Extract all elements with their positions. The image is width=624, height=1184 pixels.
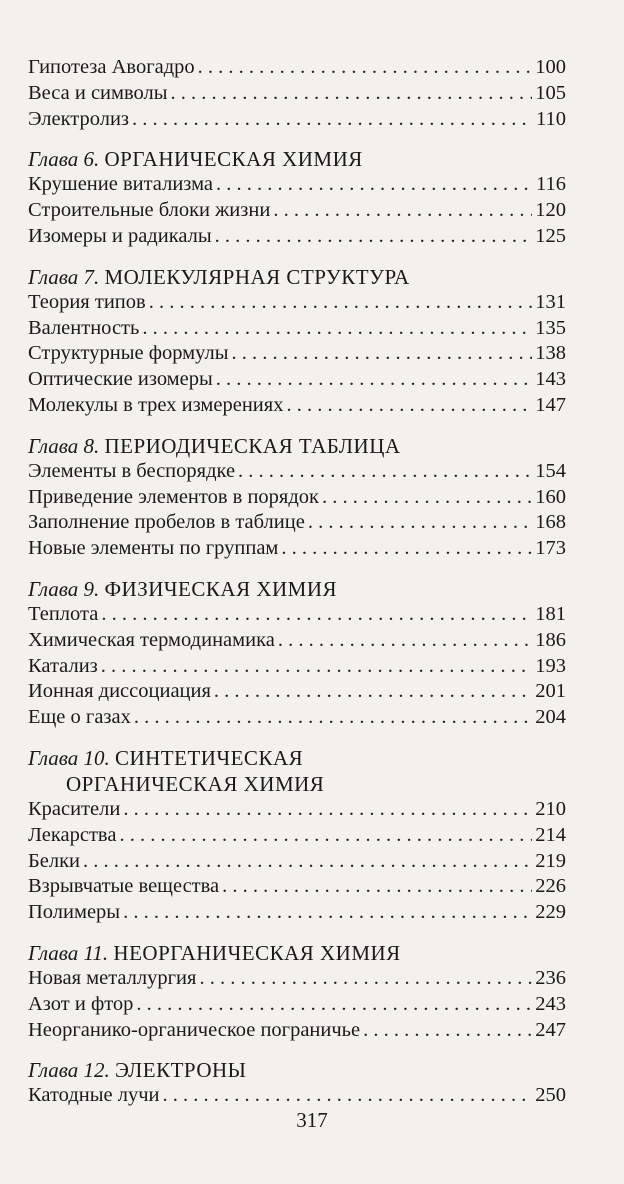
entry-page-number: 100 bbox=[535, 56, 566, 78]
toc-entry bbox=[28, 679, 566, 705]
entry-title: Электролиз bbox=[28, 107, 130, 130]
entry-page-number: 138 bbox=[535, 342, 566, 365]
chapter-title: НЕОРГАНИЧЕСКАЯ ХИМИЯ bbox=[113, 940, 401, 965]
toc-entry bbox=[28, 224, 566, 250]
entry-title: Неорганико-органическое пограничье bbox=[28, 1018, 361, 1041]
entry-page-number: 154 bbox=[535, 459, 566, 482]
dot-leader bbox=[215, 224, 533, 250]
entry-title: Новые элементы по группам bbox=[28, 537, 279, 560]
entry-page-number: 168 bbox=[535, 511, 566, 534]
dot-leader bbox=[134, 705, 532, 731]
chapter-block bbox=[28, 1057, 566, 1109]
entry-page-number: 214 bbox=[535, 823, 566, 846]
entry-page-number: 247 bbox=[535, 1018, 566, 1041]
entry-title: Лекарства bbox=[28, 823, 117, 846]
page-number: 317 bbox=[296, 1108, 328, 1132]
entry-page-number: 131 bbox=[535, 290, 566, 313]
dot-leader bbox=[123, 900, 532, 926]
entry-page-number: 160 bbox=[535, 485, 566, 508]
dot-leader bbox=[101, 654, 532, 680]
chapter-label: Глава 9. bbox=[28, 576, 100, 601]
chapter-block bbox=[28, 146, 566, 249]
dot-leader bbox=[123, 797, 532, 823]
toc-entry bbox=[28, 602, 566, 628]
entry-page-number: 143 bbox=[535, 368, 566, 391]
entry-title: Строительные блоки жизни bbox=[28, 199, 271, 222]
toc-entry bbox=[28, 81, 566, 107]
entry-page-number: 201 bbox=[535, 680, 566, 703]
entry-title: Приведение элементов в порядок bbox=[28, 485, 319, 508]
toc-entry bbox=[28, 198, 566, 224]
chapter-title-continuation: ОРГАНИЧЕСКАЯ ХИМИЯ bbox=[66, 771, 325, 796]
entry-page-number: 116 bbox=[536, 173, 566, 196]
dot-leader bbox=[149, 290, 533, 316]
entry-title: Белки bbox=[28, 849, 81, 872]
entry-page-number: 229 bbox=[535, 901, 566, 924]
toc-entry bbox=[28, 510, 566, 536]
chapter-heading bbox=[28, 576, 566, 602]
entry-title: Гипотеза Авогадро bbox=[28, 56, 195, 78]
dot-leader bbox=[171, 81, 533, 107]
entry-page-number: 250 bbox=[535, 1084, 566, 1107]
dot-leader bbox=[83, 849, 532, 875]
dot-leader bbox=[136, 992, 532, 1018]
dot-leader bbox=[132, 107, 533, 133]
toc-entry bbox=[28, 874, 566, 900]
entry-page-number: 219 bbox=[535, 849, 566, 872]
toc-entry bbox=[28, 654, 566, 680]
toc-entry bbox=[28, 1083, 566, 1109]
chapter-heading bbox=[28, 146, 566, 172]
chapter-block bbox=[28, 433, 566, 562]
toc-entry bbox=[28, 966, 566, 992]
chapter-heading bbox=[28, 940, 566, 966]
chapter-label: Глава 11. bbox=[28, 940, 109, 965]
dot-leader bbox=[281, 536, 532, 562]
entry-title: Азот и фтор bbox=[28, 992, 134, 1015]
entry-title: Ионная диссоциация bbox=[28, 680, 211, 703]
dot-leader bbox=[162, 1083, 532, 1109]
toc-entry bbox=[28, 797, 566, 823]
dot-leader bbox=[238, 459, 532, 485]
chapter-heading bbox=[28, 433, 566, 459]
entry-page-number: 135 bbox=[535, 316, 566, 339]
dot-leader bbox=[322, 485, 532, 511]
dot-leader bbox=[214, 679, 532, 705]
chapter-heading bbox=[28, 745, 566, 771]
toc-entry bbox=[28, 393, 566, 419]
toc-entry bbox=[28, 823, 566, 849]
entry-title: Элементы в беспорядке bbox=[28, 459, 236, 482]
entry-page-number: 173 bbox=[535, 537, 566, 560]
chapter-label: Глава 8. bbox=[28, 433, 100, 458]
dot-leader bbox=[198, 55, 533, 81]
chapter-block bbox=[28, 264, 566, 419]
entry-page-number: 181 bbox=[535, 602, 566, 625]
toc-entry bbox=[28, 900, 566, 926]
dot-leader bbox=[101, 602, 532, 628]
chapter-title: МОЛЕКУЛЯРНАЯ СТРУКТУРА bbox=[104, 264, 410, 289]
entry-title: Оптические изомеры bbox=[28, 368, 213, 391]
entry-page-number: 236 bbox=[535, 966, 566, 989]
chapter-label: Глава 12. bbox=[28, 1058, 110, 1083]
toc-entry bbox=[28, 367, 566, 393]
chapter-heading bbox=[28, 264, 566, 290]
toc-entry bbox=[28, 107, 566, 133]
toc-entry bbox=[28, 290, 566, 316]
entry-page-number: 105 bbox=[535, 81, 566, 104]
dot-leader bbox=[216, 367, 532, 393]
toc-entry bbox=[28, 316, 566, 342]
entry-page-number: 125 bbox=[535, 224, 566, 247]
dot-leader bbox=[142, 316, 532, 342]
entry-title: Взрывчатые вещества bbox=[28, 875, 220, 898]
entry-page-number: 120 bbox=[535, 199, 566, 222]
entry-title: Теория типов bbox=[28, 290, 146, 313]
dot-leader bbox=[273, 198, 532, 224]
dot-leader bbox=[278, 628, 532, 654]
entry-title: Еще о газах bbox=[28, 706, 131, 729]
toc-entry bbox=[28, 536, 566, 562]
entry-title: Структурные формулы bbox=[28, 342, 229, 365]
dot-leader bbox=[199, 966, 532, 992]
chapter-label: Глава 7. bbox=[28, 264, 100, 289]
dot-leader bbox=[286, 393, 532, 419]
chapter-title: ОРГАНИЧЕСКАЯ ХИМИЯ bbox=[104, 147, 363, 172]
entry-title: Заполнение пробелов в таблице bbox=[28, 511, 305, 534]
entry-title: Катодные лучи bbox=[28, 1084, 160, 1107]
entry-page-number: 210 bbox=[535, 797, 566, 820]
entry-title: Химическая термодинамика bbox=[28, 628, 275, 651]
toc-entry bbox=[28, 849, 566, 875]
entry-title: Полимеры bbox=[28, 901, 121, 924]
chapter-title: СИНТЕТИЧЕСКАЯ bbox=[114, 745, 304, 770]
table-of-contents bbox=[28, 55, 566, 1109]
chapter-title: ЭЛЕКТРОНЫ bbox=[114, 1058, 247, 1083]
chapter-list bbox=[28, 146, 566, 1109]
entry-title: Катализ bbox=[28, 654, 98, 677]
chapter-block bbox=[28, 745, 566, 926]
chapter-label: Глава 10. bbox=[28, 745, 110, 770]
dot-leader bbox=[363, 1018, 532, 1044]
entry-page-number: 110 bbox=[536, 107, 566, 130]
toc-entry bbox=[28, 459, 566, 485]
top-entries bbox=[28, 55, 566, 132]
toc-entry bbox=[28, 172, 566, 198]
toc-entry bbox=[28, 55, 566, 81]
chapter-heading bbox=[28, 1057, 566, 1083]
entry-page-number: 204 bbox=[535, 706, 566, 729]
chapter-title: ПЕРИОДИЧЕСКАЯ ТАБЛИЦА bbox=[104, 433, 401, 458]
chapter-block bbox=[28, 576, 566, 731]
dot-leader bbox=[222, 874, 532, 900]
toc-entry bbox=[28, 705, 566, 731]
chapter-label: Глава 6. bbox=[28, 147, 100, 172]
dot-leader bbox=[232, 341, 533, 367]
toc-entry bbox=[28, 628, 566, 654]
dot-leader bbox=[308, 510, 532, 536]
entry-title: Новая металлургия bbox=[28, 966, 197, 989]
toc-entry bbox=[28, 485, 566, 511]
entry-page-number: 147 bbox=[535, 393, 566, 416]
entry-page-number: 186 bbox=[535, 628, 566, 651]
entry-page-number: 193 bbox=[535, 654, 566, 677]
dot-leader bbox=[119, 823, 532, 849]
toc-entry bbox=[28, 341, 566, 367]
chapter-block bbox=[28, 940, 566, 1043]
chapter-title: ФИЗИЧЕСКАЯ ХИМИЯ bbox=[104, 576, 337, 601]
entry-title: Молекулы в трех измерениях bbox=[28, 393, 284, 416]
entry-page-number: 226 bbox=[535, 875, 566, 898]
dot-leader bbox=[216, 172, 533, 198]
entry-page-number: 243 bbox=[535, 992, 566, 1015]
entry-title: Красители bbox=[28, 797, 121, 820]
entry-title: Изомеры и радикалы bbox=[28, 224, 212, 247]
toc-entry bbox=[28, 1018, 566, 1044]
entry-title: Крушение витализма bbox=[28, 173, 214, 196]
entry-title: Валентность bbox=[28, 316, 140, 339]
toc-entry bbox=[28, 992, 566, 1018]
entry-title: Веса и символы bbox=[28, 81, 168, 104]
entry-title: Теплота bbox=[28, 602, 99, 625]
